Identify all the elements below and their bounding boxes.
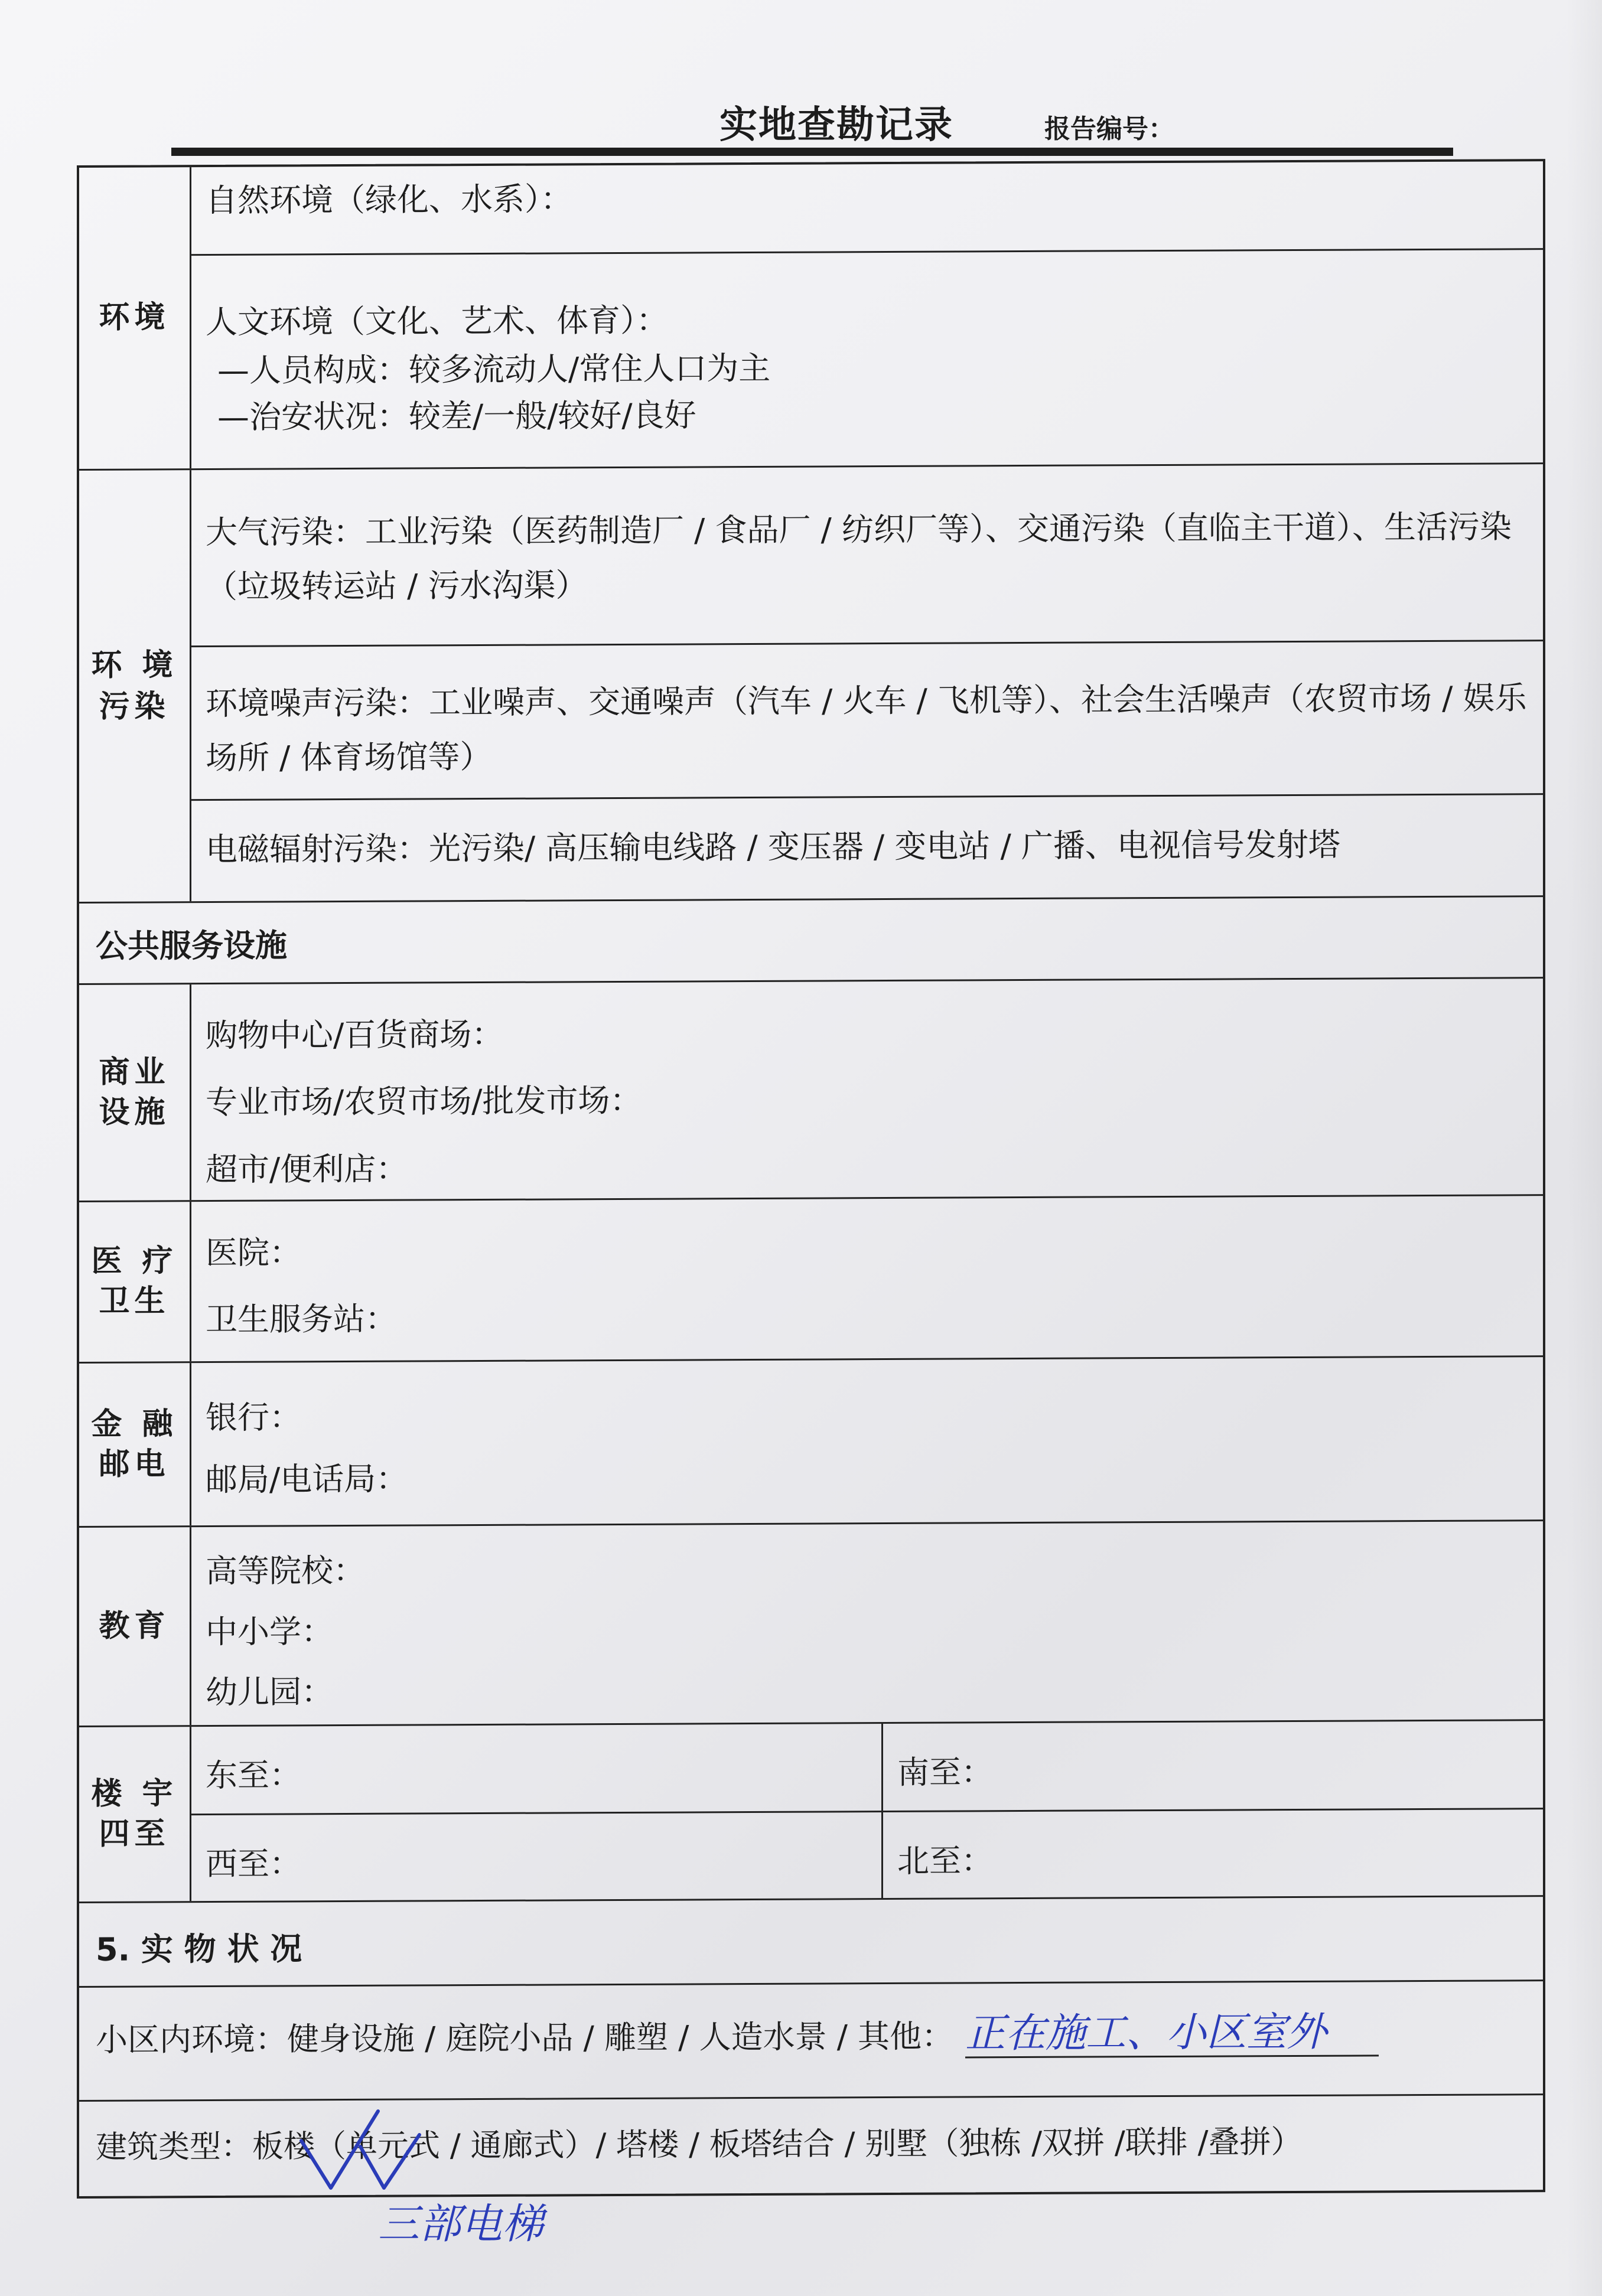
- row-community-environment: [79, 1981, 1543, 2102]
- category-commerce: [79, 984, 191, 1201]
- field-community-environment[interactable]: [79, 1982, 1395, 2100]
- field-radiation-pollution[interactable]: 电磁辐射污染：光污染/ 高压输电线路 / 变压器 / 变电站 / 广播、电视信号发射塔: [206, 826, 1340, 869]
- category-boundaries-line2: 四至: [99, 1815, 170, 1852]
- label-school: 中小学：: [206, 1612, 333, 1651]
- field-natural-environment[interactable]: [191, 161, 1543, 256]
- row-education: [79, 1521, 1543, 1727]
- category-boundaries: [79, 1727, 191, 1902]
- category-pollution: [79, 470, 191, 902]
- field-finance[interactable]: [191, 1357, 1543, 1525]
- category-finance-line2: 邮电: [99, 1446, 170, 1482]
- label-market: 专业市场/农贸市场/批发市场：: [206, 1082, 642, 1121]
- label-clinic: 卫生服务站：: [206, 1300, 397, 1339]
- label-natural-environment: 自然环境（绿化、水系）：: [206, 180, 572, 220]
- label-mall: 购物中心/百货商场：: [206, 1015, 504, 1055]
- page-title: 实地查勘记录: [719, 103, 953, 147]
- label-hospital: 医院：: [206, 1234, 301, 1272]
- field-south[interactable]: 南至：: [897, 1753, 993, 1791]
- label-humanistic-environment: 人文环境（文化、艺术、体育）：: [206, 301, 668, 341]
- handwritten-community-note: 正在施工、小区室外: [965, 2010, 1379, 2058]
- category-boundaries-line1: 楼 宇: [91, 1776, 178, 1812]
- category-finance: [79, 1363, 191, 1526]
- row-boundaries: [79, 1721, 1543, 1903]
- category-commerce-line2: 设施: [99, 1094, 170, 1130]
- label-security: —治安状况：较差/一般/较好/良好: [217, 396, 696, 436]
- category-commerce-line1: 商业: [99, 1054, 170, 1090]
- category-education: 教育: [79, 1527, 191, 1726]
- row-finance: [79, 1357, 1543, 1528]
- paper-edge-shadow: [1567, 0, 1602, 2296]
- heading-section5: 5. 实 物 状 况: [96, 1930, 302, 1968]
- label-population: —人员构成：较多流动人/常住人口为主: [217, 350, 771, 390]
- checkmark-icon: [289, 2099, 425, 2200]
- category-pollution-line1: 环 境: [91, 647, 178, 683]
- label-store: 超市/便利店：: [206, 1150, 408, 1188]
- row-section5-heading: [79, 1897, 1543, 1988]
- boundary-row-1: [191, 1721, 1543, 1815]
- field-north[interactable]: 北至：: [897, 1842, 993, 1880]
- label-university: 高等院校：: [206, 1551, 365, 1590]
- category-environment: 环境: [79, 167, 191, 469]
- label-kindergarten: 幼儿园：: [206, 1673, 333, 1711]
- survey-form: [77, 159, 1545, 2199]
- label-post: 邮局/电话局：: [206, 1460, 408, 1499]
- category-medical-line1: 医 疗: [91, 1243, 178, 1280]
- field-commerce[interactable]: [191, 979, 1543, 1200]
- category-pollution-line2: 污染: [99, 689, 170, 725]
- row-public-services: [79, 897, 1543, 985]
- category-medical-line2: 卫生: [99, 1283, 170, 1319]
- field-east[interactable]: 东至：: [191, 1724, 883, 1814]
- label-bank: 银行：: [206, 1398, 301, 1437]
- field-building-type[interactable]: 建筑类型：板楼（单元式 / 通廊式）/ 塔楼 / 板塔结合 / 别墅（独栋 /双拼 /联排 /叠拼）: [96, 2124, 1303, 2165]
- field-education[interactable]: [191, 1521, 1543, 1725]
- field-humanistic-environment[interactable]: [191, 250, 1543, 468]
- field-medical[interactable]: [191, 1196, 1543, 1361]
- field-noise-pollution[interactable]: 环境噪声污染：工业噪声、交通噪声（汽车 / 火车 / 飞机等）、社会生活噪声（农贸市场 / 娱乐场所 / 体育场馆等）: [191, 641, 1543, 801]
- row-commerce: [79, 979, 1543, 1202]
- boundary-row-2: [191, 1809, 1543, 1901]
- row-environment: [79, 161, 1543, 471]
- field-west[interactable]: 西至：: [191, 1812, 883, 1901]
- row-pollution: [79, 464, 1543, 904]
- category-medical: [79, 1202, 191, 1362]
- header-rule: [171, 148, 1453, 156]
- heading-public-services: 公共服务设施: [96, 927, 287, 965]
- handwritten-elevator-note: 三部电梯: [378, 2200, 543, 2248]
- category-finance-line1: 金 融: [91, 1406, 178, 1442]
- label-community-environment: 小区内环境：健身设施 / 庭院小品 / 雕塑 / 人造水景 / 其他：: [96, 2017, 954, 2059]
- report-number-label: 报告编号：: [1044, 114, 1174, 144]
- row-medical: [79, 1196, 1543, 1364]
- field-air-pollution[interactable]: 大气污染：工业污染（医药制造厂 / 食品厂 / 纺织厂等）、交通污染（直临主干道）、生活污染（垃圾转运站 / 污水沟渠）: [191, 464, 1543, 647]
